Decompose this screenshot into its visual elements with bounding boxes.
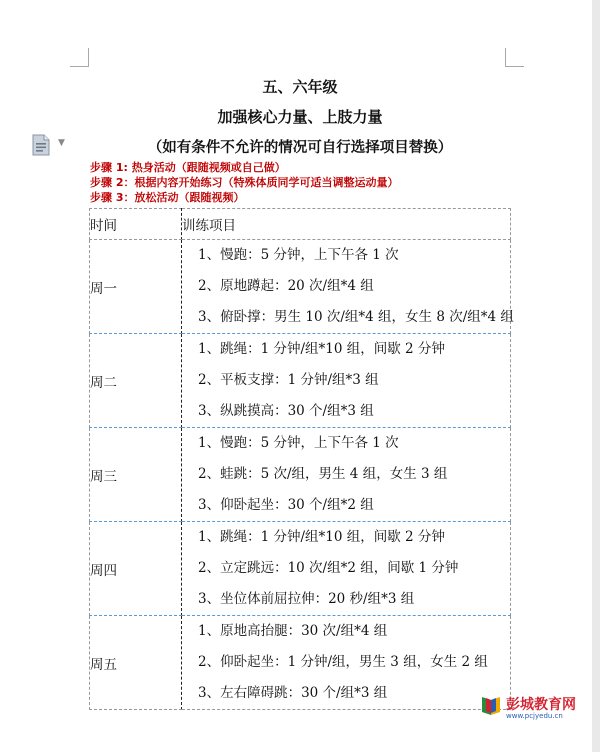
list-item: 3、左右障碍跳：30 个/组*3 组 (198, 685, 388, 701)
day-friday: 周五 (90, 616, 182, 710)
list-item: 2、平板支撑：1 分钟/组*3 组 (198, 372, 379, 388)
list-item: 1、跳绳：1 分钟/组*10 组，间歇 2 分钟 (198, 529, 445, 545)
note-title: （如有条件不允许的情况可自行选择项目替换） (147, 139, 453, 156)
day-wednesday: 周三 (90, 428, 182, 522)
table-row (90, 522, 511, 616)
site-logo (480, 694, 590, 722)
grade-title: 五、六年级 (262, 78, 338, 96)
day-thursday: 周四 (90, 522, 182, 616)
step-3: 步骤 3：放松活动（跟随视频） (90, 191, 245, 204)
list-item: 2、蛙跳：5 次/组，男生 4 组，女生 3 组 (198, 466, 448, 482)
chevron-down-icon[interactable]: ▼ (58, 138, 65, 148)
day-tuesday: 周二 (90, 334, 182, 428)
table-row (90, 240, 511, 334)
items-cell (182, 428, 511, 522)
list-item: 3、俯卧撑：男生 10 次/组*4 组，女生 8 次/组*4 组 (198, 309, 514, 325)
logo-name: 彭城教育网 (506, 697, 576, 713)
list-item: 1、跳绳：1 分钟/组*10 组，间歇 2 分钟 (198, 341, 445, 357)
margin-mark-top-right (505, 48, 524, 67)
items-cell (182, 522, 511, 616)
margin-mark-top-left (70, 48, 89, 67)
day-monday: 周一 (90, 240, 182, 334)
step-1: 步骤 1: 热身活动（跟随视频或自己做） (90, 161, 286, 174)
items-cell (182, 334, 511, 428)
table-header-row (90, 209, 511, 240)
list-item: 1、原地高抬腿：30 次/组*4 组 (198, 623, 388, 639)
items-cell (182, 616, 511, 710)
header-time: 时间 (90, 209, 182, 240)
table-row (90, 334, 511, 428)
step-2: 步骤 2：根据内容开始练习（特殊体质同学可适当调整运动量） (90, 176, 399, 189)
steps-block (90, 160, 398, 205)
header-items: 训练项目 (182, 209, 511, 240)
logo-url: www.pcjyedu.cn (506, 712, 563, 720)
table-row (90, 616, 511, 710)
table-row (90, 428, 511, 522)
focus-title: 加强核心力量、上肢力量 (217, 108, 383, 126)
items-cell (182, 240, 514, 334)
list-item: 1、慢跑：5 分钟，上下午各 1 次 (198, 435, 399, 451)
open-book-icon (480, 696, 502, 716)
list-item: 1、慢跑：5 分钟，上下午各 1 次 (198, 247, 399, 263)
document-icon[interactable] (32, 134, 50, 156)
list-item: 2、原地蹲起：20 次/组*4 组 (198, 278, 374, 294)
list-item: 2、仰卧起坐：1 分钟/组，男生 3 组，女生 2 组 (198, 654, 488, 670)
training-table (89, 208, 514, 710)
list-item: 3、仰卧起坐：30 个/组*2 组 (198, 497, 374, 513)
list-item: 3、坐位体前屈拉伸：20 秒/组*3 组 (198, 591, 415, 607)
list-item: 2、立定跳远：10 次/组*2 组，间歇 1 分钟 (198, 560, 459, 576)
list-item: 3、纵跳摸高：30 个/组*3 组 (198, 403, 374, 419)
